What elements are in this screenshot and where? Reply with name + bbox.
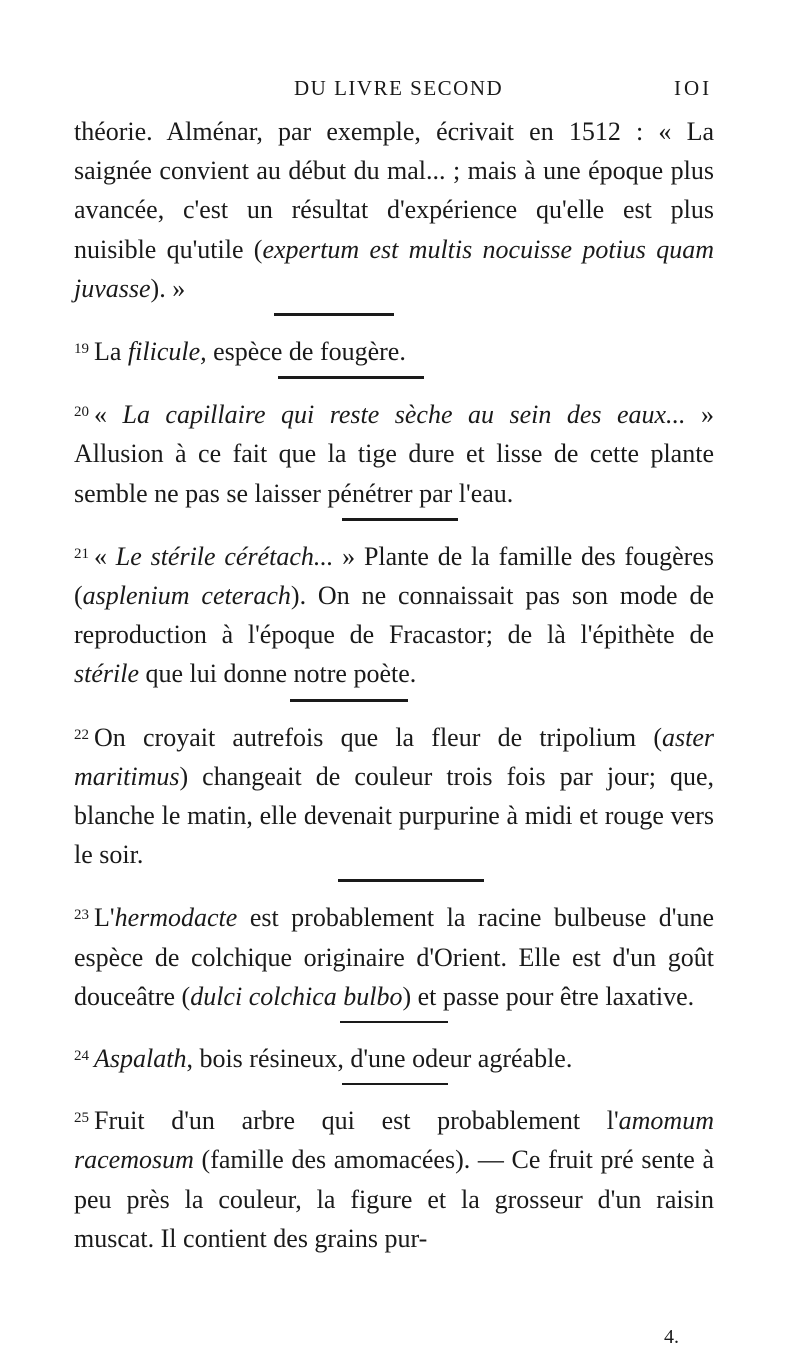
signature-mark: 4. [664, 1326, 679, 1348]
separator-rule [338, 879, 484, 882]
note-23 [74, 896, 714, 1016]
separator-rule [290, 699, 408, 702]
note-21 [74, 535, 714, 694]
note-text: , bois résineux, d'une odeur agréable. [186, 1044, 573, 1074]
note-19 [74, 330, 714, 371]
note-italic: hermodacte [114, 903, 238, 933]
note-text: que lui donne notre poète. [139, 659, 417, 689]
note-number: 20 [74, 404, 89, 421]
note-text: » Allusion à ce fait que la tige dure et lisse de cette plante semble ne pas se laisser pénétrer par l'eau. [74, 400, 715, 508]
note-number: 19 [74, 341, 89, 358]
note-number: 25 [74, 1110, 89, 1127]
note-text: « [94, 541, 116, 571]
page-body [74, 112, 714, 1258]
note-text: est probablement la racine bulbeuse d'une espèce de colchique originaire d'Orient. Elle est d'un goût douceâtre ( [74, 903, 714, 1011]
note-italic: Le stérile cérétach... [115, 541, 334, 571]
note-22 [74, 716, 714, 875]
note-text: ) et passe pour être laxative. [402, 981, 695, 1011]
note-text: » Plante de la famille des fougères ( [74, 541, 714, 611]
note-text: ) changeait de couleur trois fois par jour; que, blanche le matin, elle devenait purpurine à midi et rouge vers le soir. [74, 761, 714, 870]
note-text: La [94, 337, 128, 367]
separator-rule [342, 1083, 448, 1085]
intro-text-1: théorie. Alménar, par exemple, écrivait en 1512 : « La saignée convient au début du mal... ; mais à une époque plus avancée, c'est un résultat d'expérience qu'elle est plus nuisible qu'utile ( [74, 117, 714, 264]
note-italic: La capillaire qui reste sèche au sein des eaux... [122, 400, 686, 430]
note-text: ). On ne connaissait pas son mode de reproduction à l'époque de Fracastor; de là l'épithète de [74, 581, 714, 650]
note-number: 21 [74, 545, 89, 562]
note-italic: asplenium ceterach [82, 581, 291, 611]
separator-rule [340, 1021, 448, 1023]
note-italic: aster maritimus [74, 722, 714, 791]
note-italic: dulci colchica bulbo [190, 981, 403, 1011]
intro-text-2: ). » [150, 273, 186, 303]
note-text: « [94, 400, 123, 430]
note-number: 22 [74, 726, 89, 743]
note-number: 23 [74, 907, 89, 924]
note-24 [74, 1037, 714, 1078]
note-text: Fruit d'un arbre qui est probablement l' [94, 1106, 619, 1136]
separator-rule [342, 518, 458, 521]
note-20 [74, 393, 714, 513]
separator-rule [274, 313, 394, 316]
note-number: 24 [74, 1048, 89, 1065]
separator-rule [278, 376, 424, 379]
note-text: (famille des amomacées). — Ce fruit pré sente à peu près la couleur, la figure et la grosseur d'un raisin muscat. Il contient des grains pur- [74, 1145, 714, 1253]
note-text: On croyait autrefois que la fleur de tripolium ( [94, 722, 662, 752]
page-number: IOI [674, 76, 713, 100]
note-italic: stérile [74, 659, 139, 689]
intro-paragraph [74, 112, 714, 308]
note-text: espèce de fougère. [206, 337, 406, 367]
note-text: L' [94, 903, 115, 933]
note-italic: filicule, [127, 337, 207, 367]
note-italic: amomum racemosum [74, 1106, 714, 1175]
intro-latin-quote: expertum est multis nocuisse potius quam juvasse [74, 234, 714, 303]
note-25 [74, 1099, 714, 1258]
running-title: DU LIVRE SECOND [294, 76, 504, 100]
page-header [0, 76, 800, 106]
note-italic: Aspalath [94, 1044, 187, 1074]
